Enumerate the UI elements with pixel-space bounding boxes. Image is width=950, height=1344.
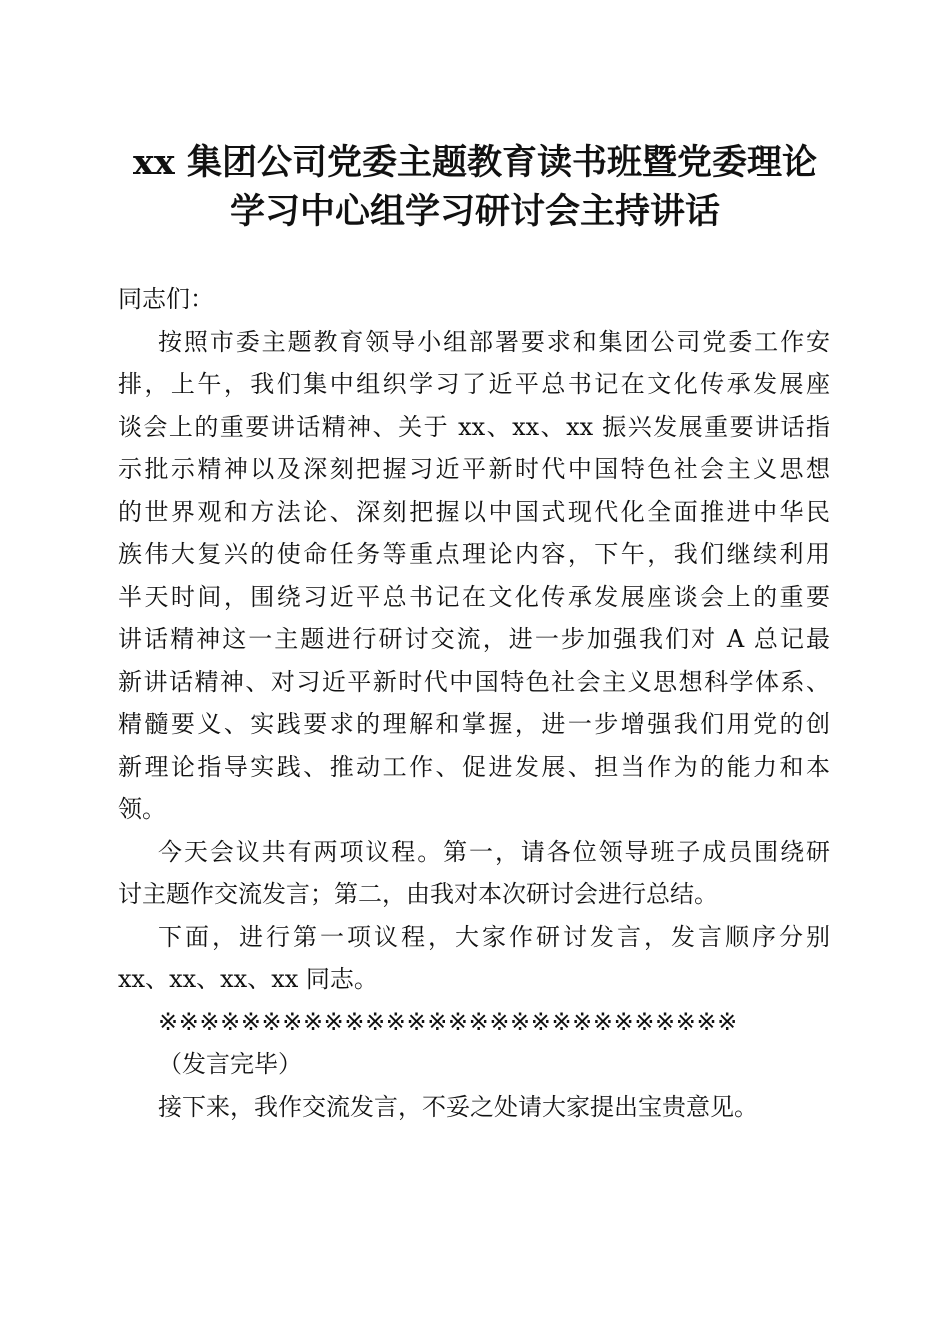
speech-end-note: （发言完毕） bbox=[158, 1050, 302, 1078]
document-body bbox=[118, 278, 830, 1128]
paragraph-line: 下面，进行第一项议程，大家作研讨发言，发言顺序分别 bbox=[158, 922, 830, 951]
paragraph-line: 精髓要义、实践要求的理解和掌握，进一步增强我们用党的创 bbox=[118, 710, 830, 738]
paragraph-line: 新讲话精神、对习近平新时代中国特色社会主义思想科学体系、 bbox=[118, 667, 830, 696]
paragraph-1 bbox=[118, 321, 830, 831]
document-title bbox=[0, 138, 950, 236]
paragraph-line: 谈会上的重要讲话精神、关于 xx、xx、xx 振兴发展重要讲话指 bbox=[118, 412, 830, 441]
paragraph-line: 新理论指导实践、推动工作、促进发展、担当作为的能力和本 bbox=[118, 752, 830, 781]
paragraph-line: 示批示精神以及深刻把握习近平新时代中国特色社会主义思想 bbox=[118, 455, 830, 483]
paragraph-line: 族伟大复兴的使命任务等重点理论内容，下午，我们继续利用 bbox=[118, 540, 830, 568]
paragraph-2 bbox=[118, 831, 830, 916]
paragraph-line: 讲话精神这一主题进行研讨交流，进一步加强我们对 A 总记最 bbox=[118, 625, 830, 653]
title-line-2: 学习中心组学习研讨会主持讲话 bbox=[229, 191, 720, 232]
paragraph-4: 接下来，我作交流发言，不妥之处请大家提出宝贵意见。 bbox=[158, 1092, 758, 1121]
separator-line: ※※※※※※※※※※※※※※※※※※※※※※※※※※※※ bbox=[158, 1007, 738, 1036]
paragraph-line: 半天时间，围绕习近平总书记在文化传承发展座谈会上的重要 bbox=[118, 582, 830, 611]
paragraph-line: 领。 bbox=[118, 795, 166, 823]
paragraph-line: 今天会议共有两项议程。第一，请各位领导班子成员围绕研 bbox=[158, 837, 830, 866]
paragraph-3 bbox=[118, 916, 830, 1001]
title-line-1: xx 集团公司党委主题教育读书班暨党委理论 bbox=[133, 142, 817, 183]
paragraph-line: 按照市委主题教育领导小组部署要求和集团公司党委工作安 bbox=[158, 327, 830, 356]
greeting: 同志们： bbox=[118, 285, 214, 313]
paragraph-line: xx、xx、xx、xx 同志。 bbox=[118, 965, 378, 993]
paragraph-line: 的世界观和方法论、深刻把握以中国式现代化全面推进中华民 bbox=[118, 497, 830, 526]
paragraph-line: 排，上午，我们集中组织学习了近平总书记在文化传承发展座 bbox=[118, 370, 830, 398]
paragraph-line: 讨主题作交流发言；第二，由我对本次研讨会进行总结。 bbox=[118, 880, 718, 908]
